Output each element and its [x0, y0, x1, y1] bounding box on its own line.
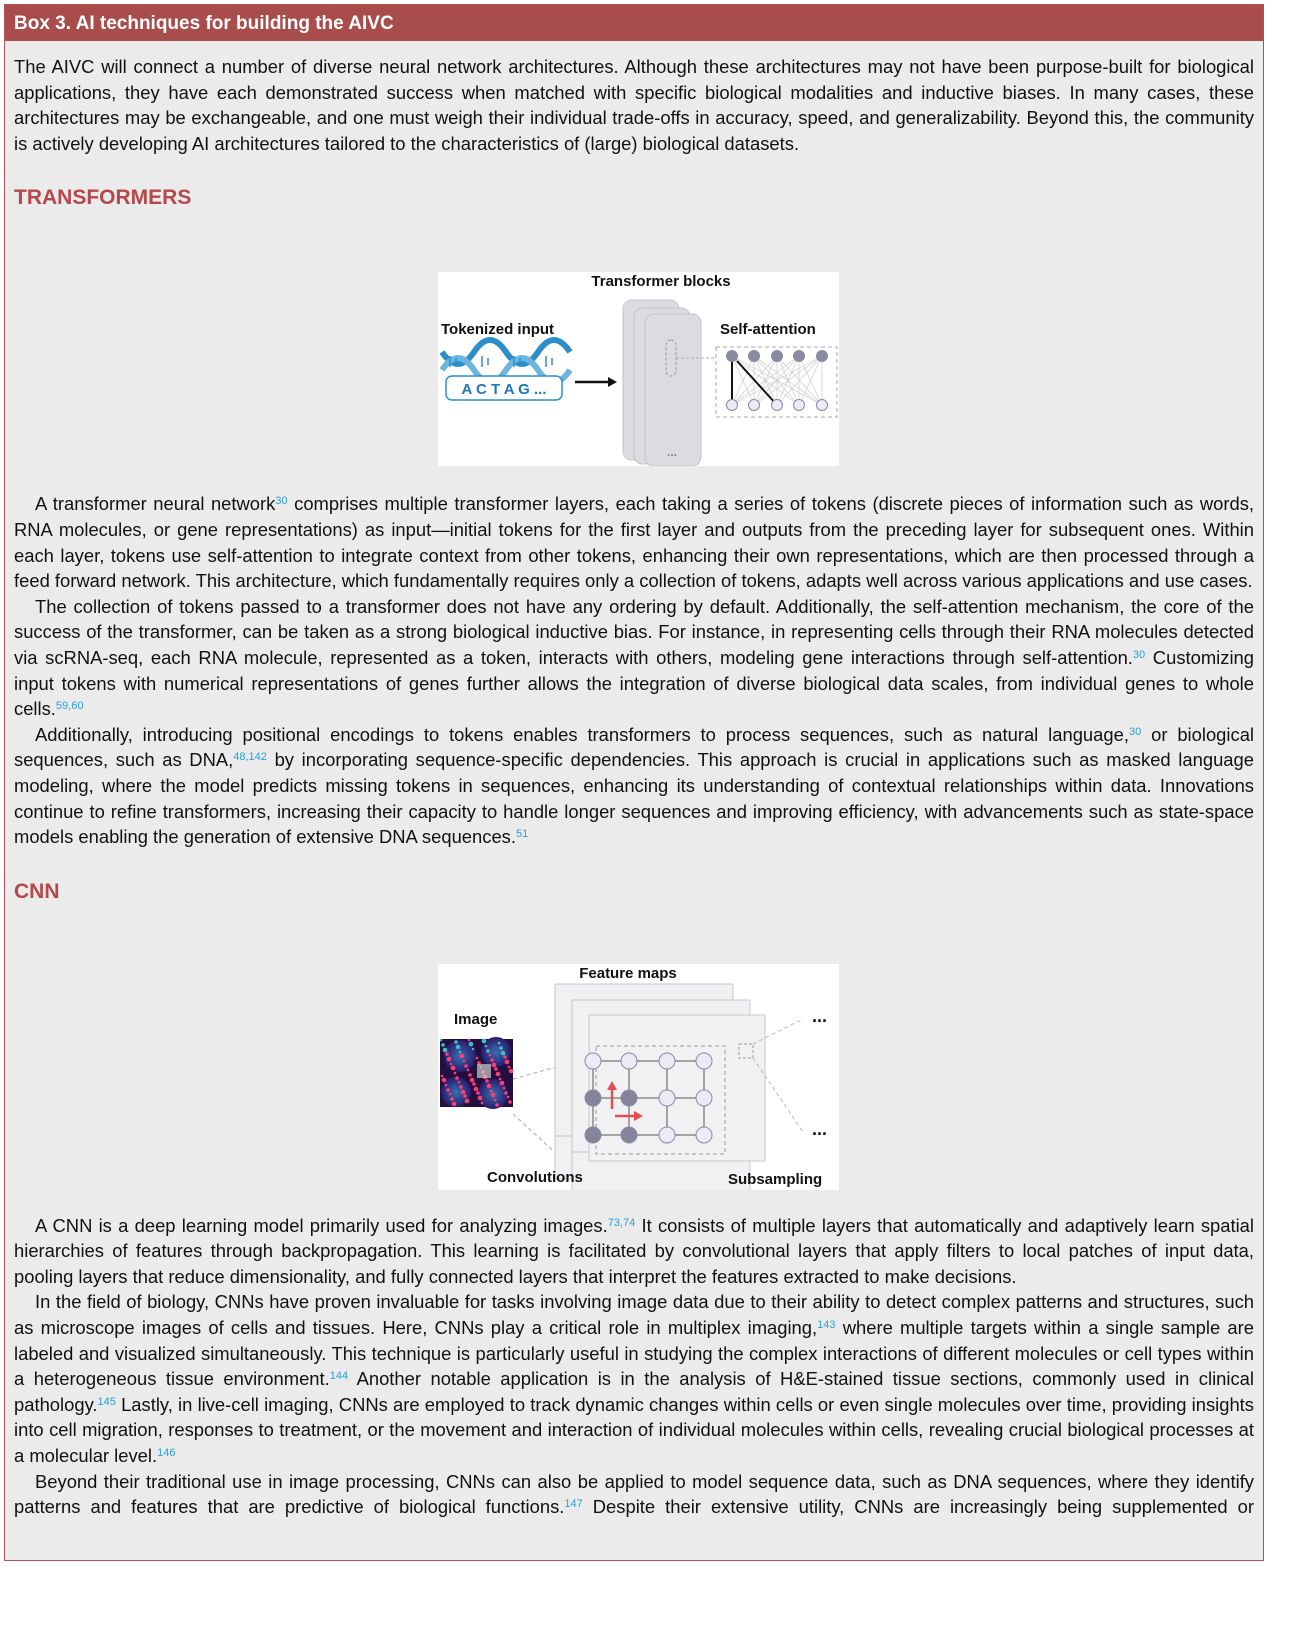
token-node — [749, 351, 760, 362]
fluorescent-spot — [499, 1046, 503, 1050]
paragraph-text: The collection of tokens passed to a transformer does not have any ordering by default. Additionally, the self-attention mechanism, the core of the success of the transformer, can be taken as a strong biological inductive bias. For instance, in representing cells through their RNA molecules detected via scRNA-seq, each RNA molecule, represented as a token, interacts with others, modeling gene interactions through self-attention. — [14, 595, 1254, 668]
fluorescent-spot — [494, 1067, 498, 1071]
ellipsis-bottom: ... — [812, 1118, 828, 1139]
fluorescent-spot — [504, 1091, 508, 1095]
figure-title: Feature maps — [579, 964, 677, 982]
citation-ref[interactable]: 51 — [515, 828, 529, 841]
fluorescent-spot — [458, 1080, 461, 1083]
transformer-figure — [438, 272, 839, 466]
token-node — [772, 351, 783, 362]
token-node — [772, 400, 783, 411]
fluorescent-spot — [474, 1086, 479, 1091]
fluorescent-spot — [487, 1083, 492, 1088]
fluorescent-spot — [503, 1055, 507, 1059]
ellipsis-top: ... — [812, 1005, 828, 1026]
fluorescent-spot — [459, 1050, 462, 1053]
fluorescent-spot — [445, 1083, 448, 1086]
fluorescent-spot — [500, 1080, 505, 1085]
fluorescent-spot — [446, 1088, 450, 1092]
fluorescent-spot — [507, 1095, 510, 1098]
fluorescent-spot — [455, 1076, 459, 1080]
fluorescent-spot — [505, 1059, 510, 1064]
fluorescent-spot — [452, 1101, 457, 1106]
paragraph-text: Additionally, introducing positional encodings to tokens enables transformers to process sequences, such as natural language, — [35, 723, 1129, 745]
citation-ref[interactable]: 48,142 — [233, 751, 267, 764]
citation-ref[interactable]: 30 — [275, 495, 288, 508]
grid-node — [696, 1127, 712, 1143]
sequence-text: A C T A G ... — [461, 381, 547, 399]
fluorescent-spot — [451, 1065, 456, 1070]
citation-ref[interactable]: 30 — [1128, 725, 1142, 738]
citation-ref[interactable]: 145 — [97, 1395, 116, 1408]
cnn-paragraph — [14, 1213, 1254, 1290]
fluorescent-spot — [460, 1053, 465, 1058]
subsampling-label: Subsampling — [728, 1170, 823, 1188]
fluorescent-spot — [463, 1059, 466, 1062]
fluorescent-spot — [490, 1089, 493, 1092]
paragraph-text: where multiple targets within a single sample are labeled and visualized simultaneously. This technique is particularly useful in studying the complex interactions of different molecules or cell types within a heterogeneous tissue environment. — [14, 1317, 1254, 1390]
fluorescent-spot — [461, 1089, 466, 1094]
fluorescent-spot — [472, 1047, 475, 1050]
grid-node — [585, 1053, 601, 1069]
self-attention-diagram — [716, 347, 837, 417]
paragraph-text: Beyond their traditional use in image processing, CNNs can also be applied to model sequence data, such as DNA sequences, where they identify patterns and features that are predictive of biological functions. — [14, 1470, 1254, 1518]
transformers-paragraph — [14, 722, 1254, 850]
token-node — [794, 400, 805, 411]
fluorescent-spot — [481, 1101, 484, 1104]
fluorescent-spot — [485, 1079, 489, 1083]
fluorescent-spot — [485, 1044, 488, 1047]
fluorescent-spot — [447, 1056, 452, 1061]
token-node — [817, 400, 828, 411]
paragraph-text: The AIVC will connect a number of diverse neural network architectures. Although these architectures may not have been purpose-built for biological applications, they have each demonstrated success when matched with specific biological modalities and inductive biases. In many cases, these architectures may be exchangeable, and one must weigh their individual trade-offs in accuracy, speed, and generalizability. Beyond this, the community is actively developing AI architectures tailored to the characteristics of (large) biological datasets. — [14, 56, 1254, 154]
grid-node — [696, 1053, 712, 1069]
paragraph-text: Lastly, in live-cell imaging, CNNs are employed to track dynamic changes within cells or even single molecules over time, providing insights into cell migration, responses to treatment, or the movement and interaction of individual molecules within cells, revealing crucial biological processes at a molecular level. — [14, 1393, 1254, 1467]
token-node — [727, 351, 738, 362]
cnn-paragraph — [14, 1469, 1254, 1520]
feature-map-stack — [555, 984, 765, 1190]
fluorescent-spot — [470, 1077, 475, 1082]
fluorescent-spot — [450, 1062, 453, 1065]
microscopy-image — [440, 1037, 514, 1109]
paragraph-text: A transformer neural network — [35, 493, 276, 515]
transformers-paragraph — [14, 594, 1254, 722]
convolutions-label: Convolutions — [487, 1168, 583, 1186]
fluorescent-spot — [508, 1065, 511, 1068]
fluorescent-spot — [482, 1038, 487, 1043]
token-node — [794, 351, 805, 362]
fluorescent-spot — [509, 1068, 514, 1073]
token-node — [817, 351, 828, 362]
image-label: Image — [454, 1010, 498, 1028]
fluorescent-spot — [450, 1097, 454, 1101]
grid-node — [621, 1090, 637, 1106]
box-3-panel — [4, 4, 1264, 1561]
fluorescent-spot — [469, 1041, 474, 1046]
grid-node — [585, 1127, 601, 1143]
fluorescent-spot — [498, 1041, 501, 1044]
tokenized-input-label: Tokenized input — [441, 321, 555, 339]
token-node — [727, 400, 738, 411]
fluorescent-spot — [464, 1064, 468, 1068]
fluorescent-spot — [503, 1086, 506, 1089]
figure-title: Transformer blocks — [591, 273, 731, 291]
grid-node — [621, 1053, 637, 1069]
fluorescent-spot — [499, 1077, 502, 1080]
arrow-right-icon — [575, 377, 617, 387]
fluorescent-spot — [459, 1085, 463, 1089]
grid-node — [659, 1053, 675, 1069]
fluorescent-spot — [489, 1053, 492, 1056]
fluorescent-spot — [476, 1056, 479, 1059]
fluorescent-spot — [456, 1044, 461, 1049]
fluorescent-spot — [443, 1047, 448, 1052]
fluorescent-spot — [440, 1038, 443, 1041]
fluorescent-spot — [454, 1071, 457, 1074]
fluorescent-spot — [449, 1092, 452, 1095]
box-title: Box 3. AI techniques for building the AIVC — [5, 5, 1263, 41]
fluorescent-spot — [468, 1038, 471, 1041]
paragraph-text: comprises multiple transformer layers, each taking a series of tokens (discrete pieces of information such as words, RNA molecules, or gene representations) as input—initial tokens for the first layer and outputs from the preceding layer for subsequent ones. Within each layer, tokens use self-attention to integrate context from other tokens, enhancing their own representations, which are then processed through a feed forward network. This architecture, which fundamentally requires only a collection of tokens, adapts well across various applications and use cases. — [14, 493, 1254, 592]
paragraph-text: Another notable application is in the analysis of H&E-stained tissue sections, commonly used in clinical pathology. — [14, 1368, 1254, 1415]
transformer-blocks-stack — [623, 300, 716, 466]
fluorescent-spot — [491, 1092, 496, 1097]
citation-ref[interactable]: 146 — [157, 1447, 176, 1460]
citation-ref[interactable]: 144 — [329, 1370, 349, 1383]
citation-ref[interactable]: 59,60 — [55, 700, 84, 713]
paragraph-text: It consists of multiple layers that automatically and adaptively learn spatial hierarchies of features through backpropagation. This learning is facilitated by convolutional layers that apply filters to local patches of input data, pooling layers that reduce dimensionality, and fully connected layers that interpret the features extracted to make decisions. — [14, 1214, 1254, 1287]
fluorescent-spot — [442, 1077, 447, 1082]
paragraph-text: In the field of biology, CNNs have proven invaluable for tasks involving image data due to their ability to detect complex patterns and structures, such as microscope images of cells and tissues. Here, CNNs play a critical role in multiplex imaging, — [14, 1291, 1254, 1339]
grid-node — [659, 1127, 675, 1143]
citation-ref[interactable]: 143 — [817, 1319, 836, 1332]
transformers-paragraph — [14, 491, 1254, 593]
paragraph-text: by incorporating sequence-specific dependencies. This approach is crucial in applications such as masked language modeling, where the model predicts missing tokens in sequences, enhancing its understanding of contextual relationships within data. Innovations continue to refine transformers, increasing their capacity to handle longer sequences and improving efficiency, with advancements such as state-space models enabling the generation of extensive DNA sequences. — [14, 749, 1254, 848]
fluorescent-spot — [495, 1103, 499, 1107]
fluorescent-spot — [478, 1095, 483, 1100]
fluorescent-spot — [486, 1049, 490, 1053]
fluorescent-spot — [468, 1073, 472, 1077]
fluorescent-spot — [441, 1074, 444, 1077]
citation-ref[interactable]: 147 — [564, 1498, 583, 1511]
token-node — [749, 400, 760, 411]
fluorescent-spot — [490, 1058, 494, 1062]
fluorescent-spot — [494, 1098, 497, 1101]
cnn-figure — [438, 964, 839, 1190]
section-heading-cnn: CNN — [14, 879, 60, 903]
grid-node — [585, 1090, 601, 1106]
fluorescent-spot — [476, 1091, 480, 1095]
fluorescent-spot — [492, 1062, 497, 1067]
paragraph-text: Customizing input tokens with numerical representations of genes further allows the integration of diverse biological data scales, from individual genes to whole cells. — [14, 646, 1254, 720]
fluorescent-spot — [463, 1094, 467, 1098]
cnn-paragraph — [14, 1289, 1254, 1468]
grid-node — [621, 1127, 637, 1143]
fluorescent-spot — [508, 1100, 512, 1104]
paragraph-text: or biological sequences, such as DNA, — [14, 723, 1255, 771]
grid-node — [659, 1090, 675, 1106]
fluorescent-spot — [501, 1050, 506, 1055]
block-ellipsis: ... — [666, 445, 678, 460]
intro-paragraph — [14, 54, 1254, 156]
paragraph-text: A CNN is a deep learning model primarily used for analyzing images. — [35, 1214, 608, 1236]
citation-ref[interactable]: 30 — [1132, 648, 1146, 661]
fluorescent-spot — [465, 1098, 470, 1103]
paragraph-text: Despite their extensive utility, CNNs are increasingly being supplemented or — [582, 1496, 1254, 1518]
grid-node — [696, 1090, 712, 1106]
fluorescent-spot — [445, 1052, 449, 1056]
fluorescent-spot — [454, 1040, 458, 1044]
fluorescent-spot — [441, 1043, 445, 1047]
fluorescent-spot — [472, 1082, 476, 1086]
citation-ref[interactable]: 73,74 — [607, 1216, 636, 1229]
fluorescent-spot — [496, 1071, 501, 1076]
section-heading-transformers: TRANSFORMERS — [14, 186, 192, 210]
self-attention-label: Self-attention — [720, 321, 816, 339]
fluorescent-spot — [467, 1068, 470, 1071]
